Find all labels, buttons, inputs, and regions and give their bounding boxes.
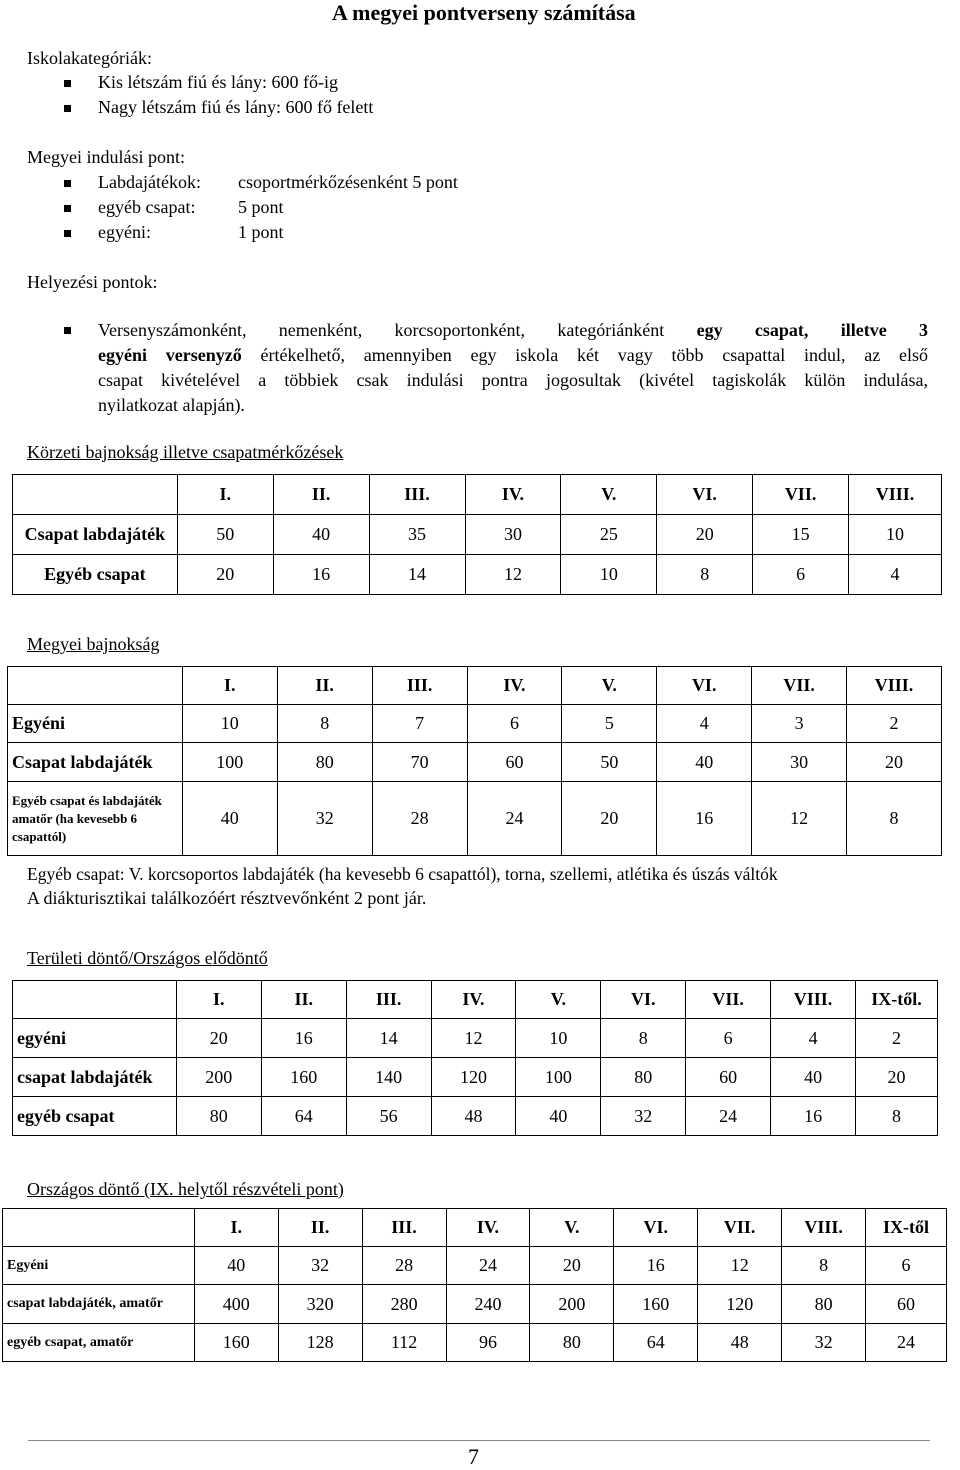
table-cell: 24 [446, 1247, 530, 1285]
table-row [13, 555, 942, 595]
list-item: Kis létszám fiú és lány: 600 fő-ig [98, 72, 338, 92]
national-table [2, 1208, 947, 1362]
table-cell: 15 [753, 515, 849, 555]
entry-label: egyéb csapat: [98, 197, 196, 217]
table-cell: 50 [562, 743, 657, 782]
county-table [7, 666, 942, 856]
table-cell: 64 [261, 1097, 346, 1136]
row-label: csapat labdajáték, amatőr [3, 1285, 195, 1324]
table-cell: 96 [446, 1324, 530, 1362]
table-cell: 80 [176, 1097, 261, 1136]
table-cell: 12 [431, 1019, 516, 1058]
row-label: Egyéni [8, 705, 183, 743]
table-row [13, 515, 942, 555]
table-corner [3, 1209, 195, 1247]
list-item: Nagy létszám fiú és lány: 600 fő felett [98, 97, 374, 117]
table-cell: 32 [782, 1324, 866, 1362]
bullet-icon [64, 230, 71, 237]
table-cell: 32 [601, 1097, 686, 1136]
bullet-icon [64, 105, 71, 112]
table-cell: 40 [194, 1247, 278, 1285]
column-header: III. [372, 667, 467, 705]
table-row [8, 782, 942, 856]
column-header: IV. [467, 667, 562, 705]
table-cell: 8 [856, 1097, 938, 1136]
table-cell: 400 [194, 1285, 278, 1324]
table-cell: 40 [182, 782, 277, 856]
table-cell: 8 [657, 555, 753, 595]
table-cell: 16 [273, 555, 369, 595]
table-cell: 30 [465, 515, 561, 555]
table-cell: 20 [562, 782, 657, 856]
table-cell: 240 [446, 1285, 530, 1324]
regional-heading: Területi döntő/Országos elődöntő [27, 948, 268, 968]
table-cell: 60 [866, 1285, 947, 1324]
table-row [3, 1247, 947, 1285]
column-header: VII. [752, 667, 847, 705]
table-cell: 80 [601, 1058, 686, 1097]
table-cell: 100 [182, 743, 277, 782]
table-cell: 16 [614, 1247, 698, 1285]
column-header: VI. [601, 981, 686, 1019]
row-label: Egyéb csapat és labdajáték amatőr (ha kevesebb 6 csapattól) [8, 782, 183, 856]
entry-label: Labdajátékok: [98, 172, 201, 192]
column-header: VI. [657, 475, 753, 515]
table-cell: 160 [614, 1285, 698, 1324]
bullet-icon [64, 205, 71, 212]
column-header: IV. [446, 1209, 530, 1247]
table-cell: 200 [530, 1285, 614, 1324]
table-cell: 14 [369, 555, 465, 595]
table-cell: 28 [362, 1247, 446, 1285]
table-cell: 32 [278, 1247, 362, 1285]
table-cell: 120 [698, 1285, 782, 1324]
table-cell: 8 [601, 1019, 686, 1058]
table-cell: 280 [362, 1285, 446, 1324]
table-cell: 20 [847, 743, 942, 782]
table-row [8, 743, 942, 782]
table-cell: 8 [782, 1247, 866, 1285]
table-cell: 128 [278, 1324, 362, 1362]
entry-value: csoportmérkőzésenként 5 pont [238, 172, 458, 192]
table-cell: 30 [752, 743, 847, 782]
table-cell: 120 [431, 1058, 516, 1097]
table-cell: 7 [372, 705, 467, 743]
column-header: I. [177, 475, 273, 515]
column-header: V. [530, 1209, 614, 1247]
placement-text: nyilatkozat alapján). [98, 395, 245, 415]
column-header: VIII. [847, 667, 942, 705]
table-cell: 48 [698, 1324, 782, 1362]
page-number: 7 [468, 1444, 479, 1469]
table-cell: 10 [182, 705, 277, 743]
column-header: II. [277, 667, 372, 705]
table-cell: 160 [261, 1058, 346, 1097]
table-row [8, 705, 942, 743]
column-header: I. [182, 667, 277, 705]
table-cell: 6 [686, 1019, 771, 1058]
placement-text: értékelhető, amennyiben egy iskola két vagy több csapattal indul, az első [241, 345, 928, 365]
table-corner [13, 981, 177, 1019]
column-header: VII. [686, 981, 771, 1019]
table-cell: 2 [856, 1019, 938, 1058]
table-cell: 24 [467, 782, 562, 856]
table-cell: 16 [771, 1097, 856, 1136]
row-label: csapat labdajáték [13, 1058, 177, 1097]
table-cell: 100 [516, 1058, 601, 1097]
table-cell: 40 [273, 515, 369, 555]
column-header: VIII. [771, 981, 856, 1019]
column-header: IX-től. [856, 981, 938, 1019]
table-cell: 16 [261, 1019, 346, 1058]
table-cell: 64 [614, 1324, 698, 1362]
table-cell: 60 [467, 743, 562, 782]
placement-text: Versenyszámonként, nemenként, korcsoportonként, kategóriánként [98, 320, 697, 340]
bullet-icon [64, 180, 71, 187]
column-header: V. [562, 667, 657, 705]
column-header: VIII. [782, 1209, 866, 1247]
table-cell: 80 [530, 1324, 614, 1362]
footer-divider [28, 1440, 930, 1441]
column-header: VII. [698, 1209, 782, 1247]
table-cell: 10 [561, 555, 657, 595]
column-header: I. [176, 981, 261, 1019]
table-cell: 200 [176, 1058, 261, 1097]
table-cell: 6 [467, 705, 562, 743]
column-header: II. [278, 1209, 362, 1247]
column-header: VII. [753, 475, 849, 515]
table-cell: 5 [562, 705, 657, 743]
table-cell: 40 [657, 743, 752, 782]
column-header: I. [194, 1209, 278, 1247]
table-cell: 8 [277, 705, 372, 743]
table-row [3, 1324, 947, 1362]
regional-table [12, 980, 938, 1136]
district-table [12, 474, 942, 595]
column-header: V. [561, 475, 657, 515]
column-header: IV. [431, 981, 516, 1019]
table-cell: 48 [431, 1097, 516, 1136]
table-cell: 20 [176, 1019, 261, 1058]
table-cell: 8 [847, 782, 942, 856]
table-cell: 20 [177, 555, 273, 595]
table-cell: 24 [686, 1097, 771, 1136]
table-row [13, 1097, 938, 1136]
table-cell: 12 [698, 1247, 782, 1285]
table-cell: 14 [346, 1019, 431, 1058]
table-cell: 35 [369, 515, 465, 555]
column-header: VIII. [849, 475, 942, 515]
table-cell: 20 [530, 1247, 614, 1285]
column-header: V. [516, 981, 601, 1019]
entry-value: 5 pont [238, 197, 284, 217]
table-cell: 20 [657, 515, 753, 555]
table-cell: 112 [362, 1324, 446, 1362]
table-cell: 6 [753, 555, 849, 595]
column-header: VI. [614, 1209, 698, 1247]
column-header: IV. [465, 475, 561, 515]
row-label: Csapat labdajáték [8, 743, 183, 782]
row-label: Egyéni [3, 1247, 195, 1285]
county-note-1: Egyéb csapat: V. korcsoportos labdajáték (ha kevesebb 6 csapattól), torna, szellemi, atlétika és úszás váltók [27, 864, 778, 884]
page-title: A megyei pontverseny számítása [332, 0, 636, 25]
placement-text: csapat kivételével a többiek csak indulási pontra jogosultak (kivétel tagiskolák külön indulása, [98, 370, 928, 390]
table-cell: 10 [516, 1019, 601, 1058]
row-label: egyéb csapat [13, 1097, 177, 1136]
table-cell: 25 [561, 515, 657, 555]
table-cell: 320 [278, 1285, 362, 1324]
table-cell: 80 [277, 743, 372, 782]
county-heading: Megyei bajnokság [27, 634, 160, 654]
table-cell: 20 [856, 1058, 938, 1097]
column-header: II. [273, 475, 369, 515]
row-label: Csapat labdajáték [13, 515, 178, 555]
table-cell: 16 [657, 782, 752, 856]
table-cell: 3 [752, 705, 847, 743]
county-note-2: A diákturisztikai találkozóért résztvevőnként 2 pont jár. [27, 888, 427, 908]
entry-label: egyéni: [98, 222, 151, 242]
entry-value: 1 pont [238, 222, 284, 242]
table-cell: 140 [346, 1058, 431, 1097]
table-cell: 12 [465, 555, 561, 595]
table-cell: 160 [194, 1324, 278, 1362]
table-row [13, 1058, 938, 1097]
table-cell: 28 [372, 782, 467, 856]
table-cell: 56 [346, 1097, 431, 1136]
table-cell: 4 [849, 555, 942, 595]
school-categories-heading: Iskolakategóriák: [27, 48, 152, 68]
column-header: VI. [657, 667, 752, 705]
table-cell: 24 [866, 1324, 947, 1362]
table-row [3, 1285, 947, 1324]
placement-emphasis: egy csapat, illetve 3 [696, 320, 929, 340]
table-cell: 32 [277, 782, 372, 856]
placement-heading: Helyezési pontok: [27, 272, 158, 292]
national-heading: Országos döntő (IX. helytől részvételi pont) [27, 1179, 344, 1199]
column-header: III. [346, 981, 431, 1019]
table-corner [8, 667, 183, 705]
table-corner [13, 475, 178, 515]
column-header: III. [369, 475, 465, 515]
bullet-icon [64, 80, 71, 87]
table-cell: 10 [849, 515, 942, 555]
table-cell: 50 [177, 515, 273, 555]
placement-emphasis: egyéni versenyző [98, 345, 242, 365]
table-cell: 4 [657, 705, 752, 743]
entry-points-heading: Megyei indulási pont: [27, 147, 185, 167]
table-cell: 60 [686, 1058, 771, 1097]
table-cell: 6 [866, 1247, 947, 1285]
table-row [13, 1019, 938, 1058]
table-cell: 40 [516, 1097, 601, 1136]
column-header: II. [261, 981, 346, 1019]
district-heading: Körzeti bajnokság illetve csapatmérkőzések [27, 442, 344, 462]
placement-paragraph [98, 318, 938, 418]
column-header: IX-től [866, 1209, 947, 1247]
bullet-icon [64, 327, 71, 334]
table-cell: 12 [752, 782, 847, 856]
table-cell: 2 [847, 705, 942, 743]
row-label: Egyéb csapat [13, 555, 178, 595]
table-cell: 40 [771, 1058, 856, 1097]
table-cell: 4 [771, 1019, 856, 1058]
table-cell: 80 [782, 1285, 866, 1324]
table-cell: 70 [372, 743, 467, 782]
row-label: egyéb csapat, amatőr [3, 1324, 195, 1362]
row-label: egyéni [13, 1019, 177, 1058]
column-header: III. [362, 1209, 446, 1247]
